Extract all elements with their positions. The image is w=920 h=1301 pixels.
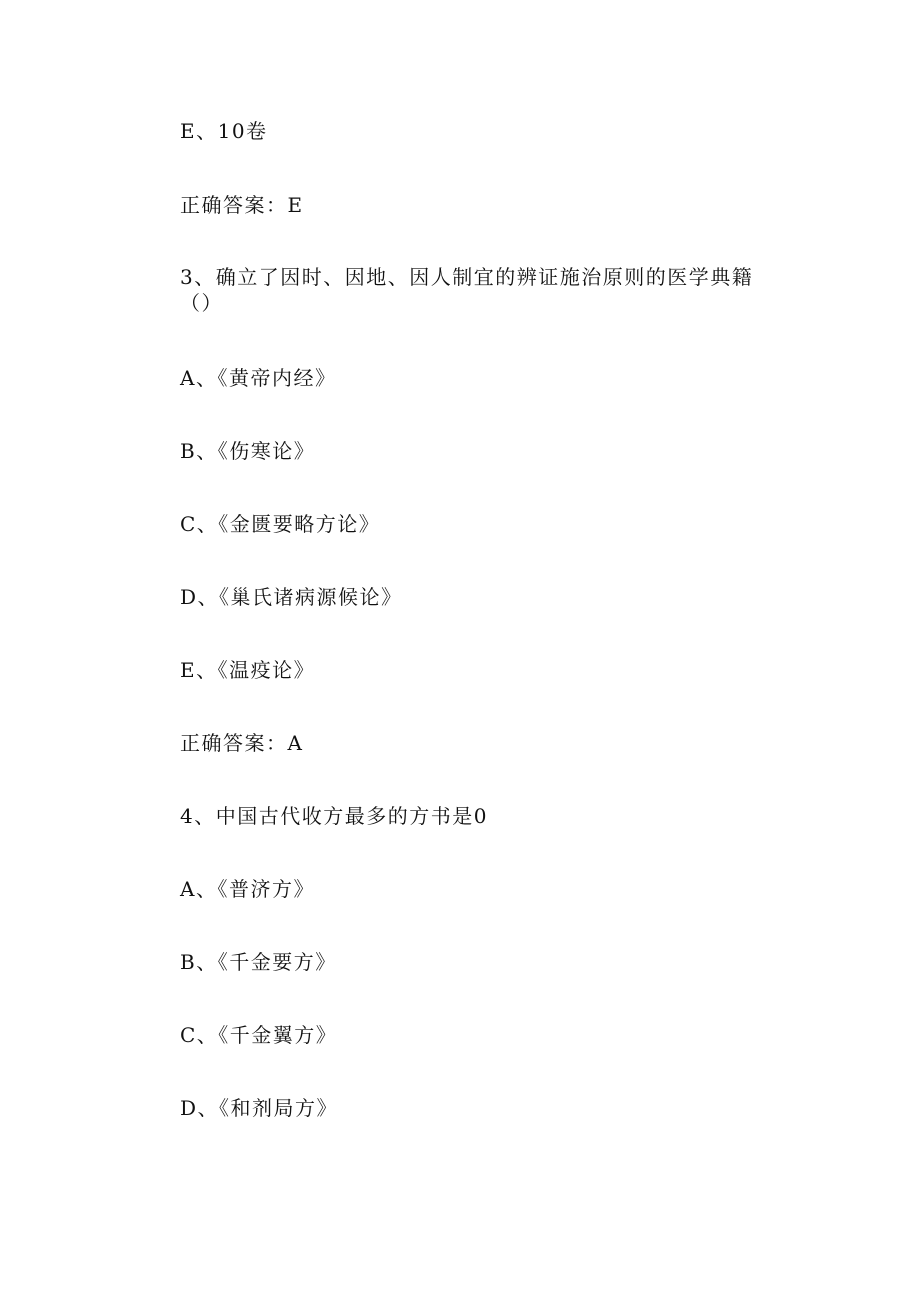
q3-option-e: E、《温疫论》 xyxy=(180,658,316,682)
question-3: 3、确立了因时、因地、因人制宜的辨证施治原则的医学典籍（） xyxy=(180,265,754,315)
q4-option-b: B、《千金要方》 xyxy=(180,950,337,974)
q3-option-c: C、《金匮要略方论》 xyxy=(180,512,381,536)
q3-option-d: D、《巢氏诸病源候论》 xyxy=(180,585,403,609)
answer-previous: 正确答案：E xyxy=(180,193,304,217)
q3-option-a: A、《黄帝内经》 xyxy=(180,366,337,390)
q3-answer: 正确答案：A xyxy=(180,731,304,755)
q4-option-d: D、《和剂局方》 xyxy=(180,1096,339,1120)
option-e-previous: E、10卷 xyxy=(180,119,268,143)
q3-option-b: B、《伤寒论》 xyxy=(180,439,316,463)
q4-option-a: A、《普济方》 xyxy=(180,877,315,901)
question-4: 4、中国古代收方最多的方书是0 xyxy=(180,804,488,828)
q4-option-c: C、《千金翼方》 xyxy=(180,1023,338,1047)
